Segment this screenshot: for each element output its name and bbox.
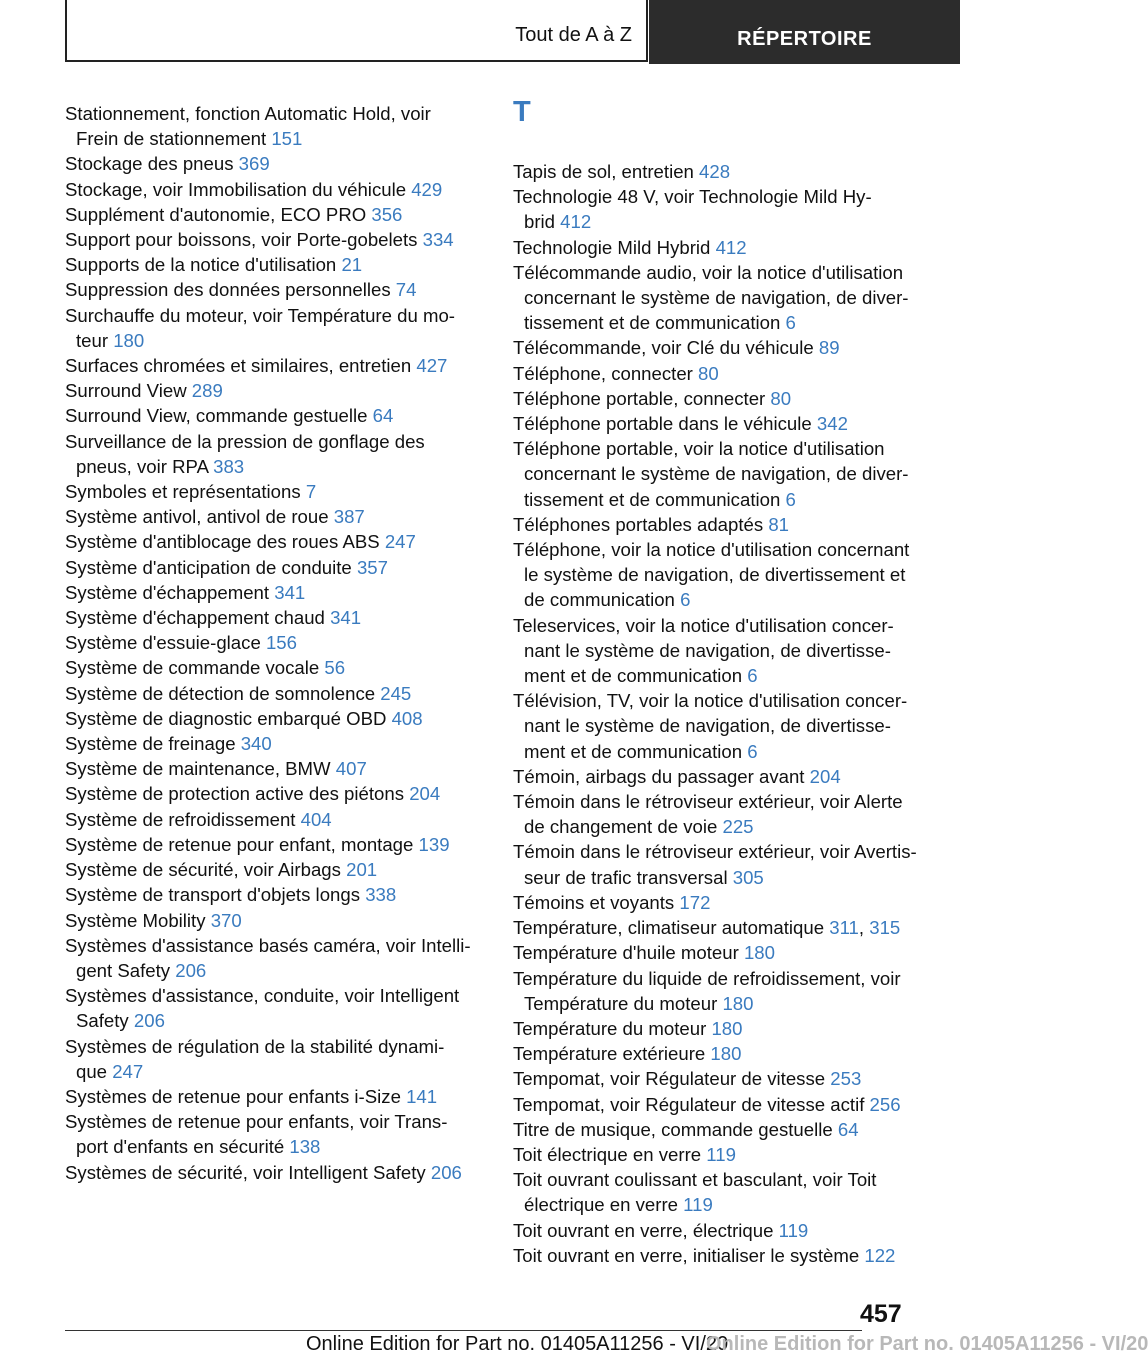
index-entry-text: Systèmes de régulation de la stabilité dynami- xyxy=(65,1035,445,1057)
page-link[interactable]: 408 xyxy=(391,707,423,729)
page-link[interactable]: 21 xyxy=(341,254,363,276)
page-link[interactable]: 206 xyxy=(133,1010,165,1032)
index-entry-text: Système de commande vocale xyxy=(65,657,325,679)
index-entry-text: Témoin, airbags du passager avant xyxy=(513,765,810,787)
index-entry xyxy=(513,839,933,889)
page-link[interactable]: 206 xyxy=(430,1161,462,1183)
index-entry xyxy=(65,908,480,933)
page-link[interactable]: 412 xyxy=(715,236,747,258)
index-entry: Température, climatiseur automatique 311, 315 xyxy=(513,917,901,939)
index-entry-text: concernant le système de navigation, de diver- xyxy=(524,287,909,309)
index-entry-text: tissement et de communication xyxy=(524,312,786,334)
index-entry-text: Système d'anticipation de conduite xyxy=(65,556,357,578)
index-entry xyxy=(513,1041,933,1066)
index-entry-text: Systèmes d'assistance basés caméra, voir Intelli- xyxy=(65,934,471,956)
index-entry-text: Tempomat, voir Régulateur de vitesse xyxy=(513,1068,831,1090)
index-entry xyxy=(65,227,480,252)
page-number: 457 xyxy=(860,1300,902,1328)
page-link[interactable]: 6 xyxy=(785,312,796,334)
page-link[interactable]: 204 xyxy=(409,783,441,805)
page-link[interactable]: 138 xyxy=(289,1136,321,1158)
index-entry-text: Toit ouvrant en verre, initialiser le système xyxy=(513,1244,865,1266)
index-entry xyxy=(65,882,480,907)
page-link[interactable]: 387 xyxy=(333,506,365,528)
index-entry xyxy=(65,1084,480,1109)
page-link[interactable]: 428 xyxy=(699,161,731,182)
index-entry-text: Toit ouvrant coulissant et basculant, voir Toit xyxy=(513,1169,877,1191)
index-entry-text: Système de détection de somnolence xyxy=(65,682,381,704)
index-entry-text: Système Mobility xyxy=(65,909,211,931)
page-link[interactable]: 6 xyxy=(747,665,758,687)
page-link[interactable]: 256 xyxy=(869,1093,901,1115)
index-entry xyxy=(513,1142,933,1167)
index-entry-text: Systèmes de sécurité, voir Intelligent Safety xyxy=(65,1161,431,1183)
page-link[interactable]: 383 xyxy=(213,455,245,477)
index-entry xyxy=(65,807,480,832)
index-entry xyxy=(65,1034,480,1084)
page-link[interactable]: 64 xyxy=(372,405,394,427)
page-link[interactable]: 201 xyxy=(346,859,378,881)
tab-tout-de-a-a-z-label: Tout de A à Z xyxy=(515,24,632,46)
page-link[interactable]: 151 xyxy=(271,128,303,150)
index-entry xyxy=(65,504,480,529)
index-entry xyxy=(513,436,933,512)
index-entry xyxy=(513,184,933,234)
page-link[interactable]: 340 xyxy=(240,733,272,755)
index-entry xyxy=(513,361,933,386)
page-link[interactable]: 119 xyxy=(778,1219,809,1241)
page-link[interactable]: 247 xyxy=(384,531,416,553)
index-entry xyxy=(65,580,480,605)
index-entry xyxy=(513,335,933,360)
index-entry xyxy=(513,1016,933,1041)
page-link[interactable]: 56 xyxy=(324,657,346,679)
page-link[interactable]: 341 xyxy=(330,607,362,629)
index-entry xyxy=(513,1066,933,1091)
index-entry xyxy=(65,177,480,202)
index-entry-text: Systèmes de retenue pour enfants i-Size xyxy=(65,1085,407,1107)
page-link[interactable]: 404 xyxy=(300,808,332,830)
index-entry-text: Supports de la notice d'utilisation xyxy=(65,254,342,276)
index-entry xyxy=(65,681,480,706)
page-link[interactable]: 7 xyxy=(305,481,317,503)
section-letter: T xyxy=(513,96,531,128)
page-link[interactable]: 342 xyxy=(816,413,848,435)
index-entry-text: seur de trafic transversal xyxy=(524,866,733,888)
index-entry xyxy=(65,1160,480,1185)
index-entry-text: Stockage, voir Immobilisation du véhicule xyxy=(65,178,412,200)
page-link[interactable]: 369 xyxy=(238,153,270,175)
index-entries-right xyxy=(513,159,933,1268)
page-link[interactable]: 80 xyxy=(698,362,719,384)
page-link[interactable]: 119 xyxy=(683,1194,713,1216)
index-entry-text: Télécommande audio, voir la notice d'utilisation xyxy=(513,261,904,283)
index-entry-text: Système d'échappement xyxy=(65,581,275,603)
page-link[interactable]: 305 xyxy=(732,866,764,888)
index-column-left xyxy=(65,101,480,1185)
index-entry xyxy=(65,1109,480,1159)
index-entry-text: Safety xyxy=(76,1010,134,1032)
index-entry-text: Tempomat, voir Régulateur de vitesse actif xyxy=(513,1093,870,1115)
index-entry-text: le système de navigation, de divertissement et xyxy=(524,564,906,586)
page-link[interactable]: 247 xyxy=(112,1060,144,1082)
page-link[interactable]: 341 xyxy=(274,581,306,603)
page-link[interactable]: 180 xyxy=(113,329,145,351)
index-entry xyxy=(65,605,480,630)
page-link[interactable]: 315 xyxy=(869,917,901,939)
page-link[interactable]: 80 xyxy=(770,387,792,409)
index-entry-text: Tapis de sol, entretien xyxy=(513,161,700,182)
index-entry xyxy=(513,764,933,789)
page-link[interactable]: 311 xyxy=(829,917,859,939)
index-entry xyxy=(65,277,480,302)
index-entry-text: gent Safety xyxy=(76,959,176,981)
index-entry-text: Systèmes d'assistance, conduite, voir Intelligent xyxy=(65,985,460,1007)
index-entry xyxy=(65,756,480,781)
index-entry-text: Température, climatiseur automatique xyxy=(513,917,830,939)
page-link[interactable]: 204 xyxy=(809,765,841,787)
index-entry xyxy=(513,1117,933,1142)
index-entry xyxy=(65,303,480,353)
index-entry-text: Surveillance de la pression de gonflage des xyxy=(65,430,425,452)
index-entry xyxy=(65,429,480,479)
index-entry xyxy=(513,688,933,764)
index-entry xyxy=(65,655,480,680)
index-entry-text: Technologie 48 V, voir Technologie Mild Hy- xyxy=(513,186,872,208)
index-entry-text: Supplément d'autonomie, ECO PRO xyxy=(65,203,372,225)
index-entry xyxy=(513,1167,933,1217)
index-entry-text: Température d'huile moteur xyxy=(513,942,744,964)
index-entry-text: ment et de communication xyxy=(524,665,748,687)
index-entry xyxy=(65,832,480,857)
index-entry xyxy=(65,479,480,504)
index-entry xyxy=(513,159,933,184)
index-entry-text: brid xyxy=(524,211,561,233)
index-entry xyxy=(65,252,480,277)
page-link[interactable]: 206 xyxy=(175,959,207,981)
index-entry-text: Toit ouvrant en verre, électrique xyxy=(513,1219,779,1241)
index-entry-text: Téléphone portable dans le véhicule xyxy=(513,413,817,435)
index-entry xyxy=(513,789,933,839)
index-entry xyxy=(65,933,480,983)
index-entry-text: Système d'antiblocage des roues ABS xyxy=(65,531,385,553)
index-entry-text: Titre de musique, commande gestuelle xyxy=(513,1118,838,1140)
tab-repertoire-label: RÉPERTOIRE xyxy=(737,28,872,50)
index-entry-text: Systèmes de retenue pour enfants, voir Trans- xyxy=(65,1111,448,1133)
index-entry-text: tissement et de communication xyxy=(524,488,786,510)
index-entry xyxy=(65,706,480,731)
page-link[interactable]: 81 xyxy=(768,513,790,535)
index-entry xyxy=(513,537,933,613)
index-entry-text: Stockage des pneus xyxy=(65,153,239,175)
index-entry-text: pneus, voir RPA xyxy=(76,455,214,477)
page-link[interactable]: 245 xyxy=(380,682,412,704)
footer-watermark: Online Edition for Part no. 01405A11256 - VI/20 xyxy=(706,1333,1148,1355)
index-entry xyxy=(513,1243,933,1268)
index-entry xyxy=(513,235,933,260)
page-link[interactable]: 180 xyxy=(710,1043,742,1065)
index-entry-text: Téléphone, connecter xyxy=(513,362,699,384)
page-link[interactable]: 6 xyxy=(785,488,796,510)
index-entry-text: que xyxy=(76,1060,113,1082)
index-entry xyxy=(513,411,933,436)
page-link[interactable]: 6 xyxy=(680,589,691,611)
page-link[interactable]: 253 xyxy=(830,1068,862,1090)
index-entry xyxy=(65,630,480,655)
index-entry xyxy=(513,940,933,965)
index-entry xyxy=(65,857,480,882)
index-entry xyxy=(65,353,480,378)
index-entry-text: Téléphone, voir la notice d'utilisation concernant xyxy=(513,539,910,561)
index-entry-text: Système antivol, antivol de roue xyxy=(65,506,334,528)
index-entry-text: Suppression des données personnelles xyxy=(65,279,396,301)
page-link[interactable]: 356 xyxy=(371,203,403,225)
index-entry-text: nant le système de navigation, de divertisse- xyxy=(524,715,891,737)
page-link[interactable]: 412 xyxy=(560,211,592,233)
index-entry xyxy=(513,260,933,336)
page-link[interactable]: 139 xyxy=(418,833,450,855)
index-entry xyxy=(65,529,480,554)
index-entry-text: Teleservices, voir la notice d'utilisation concer- xyxy=(513,614,894,636)
page-link[interactable]: 427 xyxy=(416,355,448,377)
index-entry-text: nant le système de navigation, de divertisse- xyxy=(524,639,891,661)
index-entry-text: Système d'essuie-glace xyxy=(65,632,266,654)
page-link[interactable]: 289 xyxy=(191,380,223,402)
index-entry-text: ment et de communication xyxy=(524,740,748,762)
page-link[interactable]: 338 xyxy=(365,884,397,906)
index-entry xyxy=(513,386,933,411)
page-link[interactable]: 64 xyxy=(837,1118,859,1140)
page-link[interactable]: 156 xyxy=(265,632,297,654)
index-entry-text: Téléphone portable, voir la notice d'utilisation xyxy=(513,438,885,460)
index-entry-text: Système de diagnostic embarqué OBD xyxy=(65,707,392,729)
index-entry-text: port d'enfants en sécurité xyxy=(76,1136,290,1158)
index-entry xyxy=(65,983,480,1033)
index-entry xyxy=(513,512,933,537)
page-link[interactable]: 180 xyxy=(722,992,754,1014)
index-entry-text: Stationnement, fonction Automatic Hold, voir xyxy=(65,103,431,124)
index-entry xyxy=(513,1218,933,1243)
index-entry-text: Température du moteur xyxy=(513,1017,712,1039)
index-entry-text: Frein de stationnement xyxy=(76,128,272,150)
index-entry-text: Système de freinage xyxy=(65,733,241,755)
index-entry-text: Surfaces chromées et similaires, entretien xyxy=(65,355,417,377)
index-entry-text: Téléphones portables adaptés xyxy=(513,513,769,535)
index-entry-text: Télécommande, voir Clé du véhicule xyxy=(513,337,819,359)
index-entry-text: Surround View xyxy=(65,380,192,402)
tab-repertoire[interactable] xyxy=(649,0,960,64)
page-link[interactable]: 429 xyxy=(411,178,443,200)
index-entry xyxy=(513,613,933,689)
index-entry-text: Système de refroidissement xyxy=(65,808,301,830)
index-entry-text: concernant le système de navigation, de diver- xyxy=(524,463,909,485)
footer-divider xyxy=(65,1330,862,1331)
page-link[interactable]: 141 xyxy=(406,1085,438,1107)
page-link[interactable]: 172 xyxy=(679,891,711,913)
index-entry xyxy=(65,781,480,806)
page-link[interactable]: 74 xyxy=(395,279,417,301)
index-entry-text: Surchauffe du moteur, voir Température du mo- xyxy=(65,304,455,326)
index-entry-text: Système d'échappement chaud xyxy=(65,607,331,629)
index-entry-text: Témoins et voyants xyxy=(513,891,680,913)
index-entry-text: Téléphone portable, connecter xyxy=(513,387,771,409)
page-link[interactable]: 180 xyxy=(711,1017,743,1039)
index-entry-text: teur xyxy=(76,329,114,351)
page-link[interactable]: 6 xyxy=(747,740,758,762)
page-link[interactable]: 122 xyxy=(864,1244,896,1266)
index-entry-text: Témoin dans le rétroviseur extérieur, voir Avertis- xyxy=(513,841,917,863)
index-entry-text: Température extérieure xyxy=(513,1043,711,1065)
index-entry xyxy=(65,731,480,756)
index-entry xyxy=(513,966,933,1016)
index-entry-text: Télévision, TV, voir la notice d'utilisation concer- xyxy=(513,690,908,712)
page-link[interactable]: 225 xyxy=(722,816,754,838)
index-entry-text: Système de protection active des piétons xyxy=(65,783,410,805)
page-link[interactable]: 334 xyxy=(422,229,454,251)
index-entry-text: Symboles et représentations xyxy=(65,481,306,503)
page-link[interactable]: 407 xyxy=(335,758,367,780)
index-entry-text: Technologie Mild Hybrid xyxy=(513,236,716,258)
index-entry xyxy=(65,378,480,403)
page-link[interactable]: 89 xyxy=(818,337,840,359)
page-link[interactable]: 180 xyxy=(743,942,775,964)
index-entry-text: Support pour boissons, voir Porte-gobelets xyxy=(65,229,423,251)
index-entry xyxy=(513,1092,933,1117)
index-entry-text: de changement de voie xyxy=(524,816,723,838)
index-entry xyxy=(65,555,480,580)
page-header xyxy=(65,0,960,64)
page-link[interactable]: 357 xyxy=(356,556,388,578)
page-link[interactable]: 370 xyxy=(210,909,242,931)
index-entry xyxy=(65,403,480,428)
index-entry-text: Témoin dans le rétroviseur extérieur, voir Alerte xyxy=(513,791,903,813)
index-entry-text: Toit électrique en verre xyxy=(513,1143,707,1165)
footer-edition: Online Edition for Part no. 01405A11256 - VI/20 xyxy=(306,1333,729,1355)
tab-tout-de-a-a-z[interactable] xyxy=(65,0,648,62)
index-column-right xyxy=(513,97,933,1268)
index-entry-text: Système de sécurité, voir Airbags xyxy=(65,859,347,881)
index-entry-text: Système de maintenance, BMW xyxy=(65,758,336,780)
index-entry xyxy=(65,202,480,227)
index-entry xyxy=(513,890,933,915)
index-entry-text: Système de retenue pour enfant, montage xyxy=(65,833,419,855)
page-link[interactable]: 119 xyxy=(706,1143,736,1165)
index-entry-text: Température du liquide de refroidissement, voir xyxy=(513,967,901,989)
index-entry-text: Système de transport d'objets longs xyxy=(65,884,366,906)
index-entry xyxy=(65,151,480,176)
index-entry-text: Surround View, commande gestuelle xyxy=(65,405,373,427)
index-entry xyxy=(65,101,480,151)
index-entry-text: Température du moteur xyxy=(524,992,723,1014)
index-entry-text: de communication xyxy=(524,589,681,611)
index-entry-text: électrique en verre xyxy=(524,1194,684,1216)
